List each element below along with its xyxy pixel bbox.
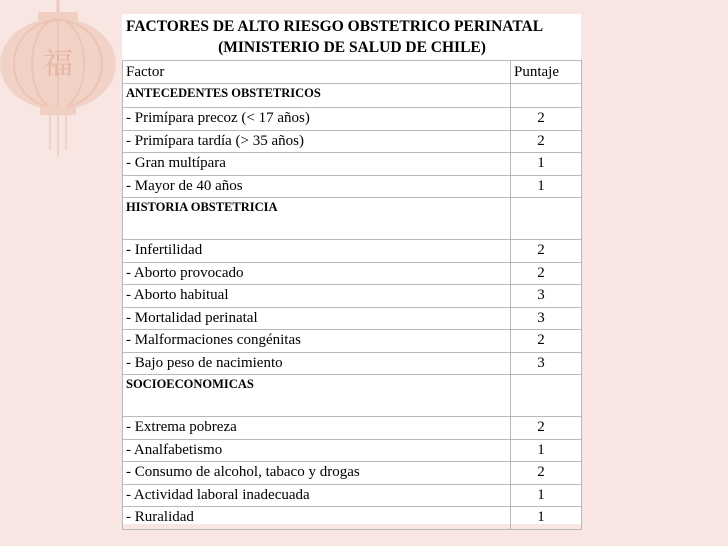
title-line-1: FACTORES DE ALTO RIESGO OBSTETRICO PERINATAL <box>126 18 544 35</box>
table-row <box>123 175 582 198</box>
table-row <box>123 130 582 153</box>
table-row <box>123 285 582 308</box>
factor-cell: - Ruralidad <box>123 507 511 530</box>
svg-text:福: 福 <box>43 47 73 82</box>
section-row <box>123 84 582 108</box>
table-row <box>123 352 582 375</box>
factor-cell: - Malformaciones congénitas <box>123 330 511 353</box>
table-row <box>123 330 582 353</box>
factor-cell: - Extrema pobreza <box>123 417 511 440</box>
table-row <box>123 462 582 485</box>
header-score: Puntaje <box>511 61 582 84</box>
score-cell: 1 <box>511 175 582 198</box>
factor-cell: - Primípara tardía (> 35 años) <box>123 130 511 153</box>
factor-cell: - Aborto provocado <box>123 262 511 285</box>
risk-factor-sheet <box>122 14 581 524</box>
table-row <box>123 439 582 462</box>
score-cell: 2 <box>511 330 582 353</box>
factor-cell: - Bajo peso de nacimiento <box>123 352 511 375</box>
score-cell: 1 <box>511 484 582 507</box>
section-label: ANTECEDENTES OBSTETRICOS <box>123 84 511 108</box>
score-cell: 3 <box>511 307 582 330</box>
table-header-row <box>123 61 582 84</box>
title-line-2: (MINISTERIO DE SALUD DE CHILE) <box>218 39 486 56</box>
factor-cell: - Mortalidad perinatal <box>123 307 511 330</box>
table-row <box>123 307 582 330</box>
table-row <box>123 153 582 176</box>
factor-cell: - Infertilidad <box>123 240 511 263</box>
section-row <box>123 198 582 240</box>
score-cell: 2 <box>511 462 582 485</box>
factor-cell: - Consumo de alcohol, tabaco y drogas <box>123 462 511 485</box>
table-row <box>123 240 582 263</box>
score-cell: 2 <box>511 108 582 131</box>
section-label: SOCIOECONOMICAS <box>123 375 511 417</box>
score-cell: 1 <box>511 439 582 462</box>
score-cell: 3 <box>511 285 582 308</box>
score-cell: 1 <box>511 507 582 530</box>
section-row <box>123 375 582 417</box>
factor-cell: - Mayor de 40 años <box>123 175 511 198</box>
table-row <box>123 108 582 131</box>
score-cell: 2 <box>511 130 582 153</box>
document-title <box>126 16 578 58</box>
score-cell: 3 <box>511 352 582 375</box>
risk-factor-table <box>122 60 582 530</box>
factor-cell: - Actividad laboral inadecuada <box>123 484 511 507</box>
table-row <box>123 262 582 285</box>
factor-cell: - Primípara precoz (< 17 años) <box>123 108 511 131</box>
table-row <box>123 507 582 530</box>
section-label: HISTORIA OBSTETRICIA <box>123 198 511 240</box>
header-factor: Factor <box>123 61 511 84</box>
factor-cell: - Gran multípara <box>123 153 511 176</box>
table-row <box>123 417 582 440</box>
factor-cell: - Analfabetismo <box>123 439 511 462</box>
factor-cell: - Aborto habitual <box>123 285 511 308</box>
score-cell: 2 <box>511 417 582 440</box>
score-cell: 2 <box>511 240 582 263</box>
score-cell: 1 <box>511 153 582 176</box>
table-row <box>123 484 582 507</box>
lantern-decoration <box>0 0 120 160</box>
score-cell: 2 <box>511 262 582 285</box>
